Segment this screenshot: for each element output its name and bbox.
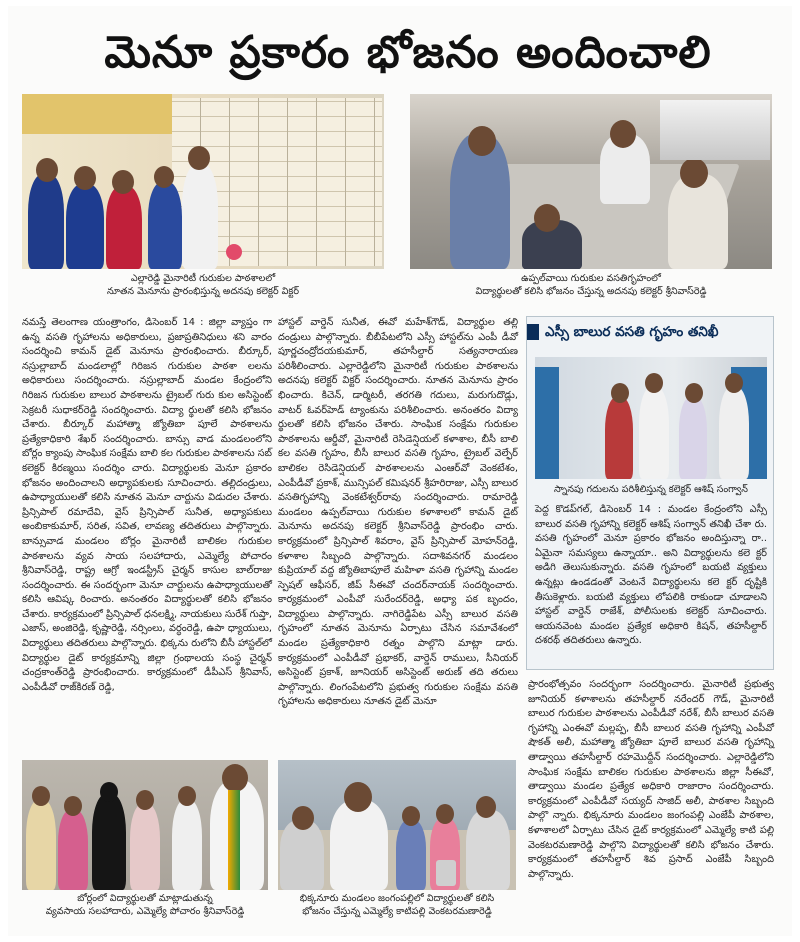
photo-caption: స్నానపు గదులను పరిశీలిస్తున్న కలెక్టర్ ఆశిష్ సంగ్వాన్ — [554, 484, 748, 495]
photo-caption: ఉప్పల్‌వాయి గురుకుల వసతిగృహంలో విద్యార్థులతో కలిసి భోజనం చేస్తున్న అదనపు కలెక్టర్ శ్రీనివాస్‌రెడ్డి — [475, 273, 707, 297]
inset-story-box — [526, 316, 774, 670]
photo-caption: బోర్లంలో విద్యార్థులతో మాట్లాడుతున్న వ్యవసాయ సలహాదారు, ఎమ్మెల్యే పోచారం శ్రీనివాస్‌రెడ్డి — [45, 893, 245, 917]
page-title: మెనూ ప్రకారం భోజనం అందించాలి — [104, 27, 712, 78]
inset-story-text: పెద్ద కొడప్‌గల్, డిసెంబర్ 14 : మండల కేంద్రంలోని ఎస్సీ బాలుర వసతి గృహాన్ని కలెక్టర్ ఆశిష్ సంగ్వాన్ తనిఖీ చేశా రు. వసతి గృహంలో మెనూ ప్రకారం భోజనం అందిస్తున్నా రా.. ఏమైనా సమస్యలు ఉన్నాయా.. అని విద్యార్థులను కలె క్టర్ అడిగి తెలుసుకున్నారు. వసతి గృహంలో బయటి వ్యక్తులు ఉన్నట్లు ఉండడంతో వెంటనే విద్యార్థులను కలె క్టర్ దృష్టికి తీసుకెళ్లారు. బయటి వ్యక్తులు లోపలికి రాకుండా చూడాలని హాస్టల్ వార్డెన్ రాజేశ్, పోలీసులకు కలెక్టర్ సూచించారు. ఆయనవెంట మండల ప్రత్యేక అధికారి కిషన్, తహసీల్దార్ దశరథ్ తదితరులు ఉన్నారు. — [535, 504, 767, 647]
box-title-flag — [527, 324, 539, 340]
photo-uppalwai-dining — [410, 94, 772, 269]
photo-caption: భిక్కనూరు మండలం జంగంపల్లిలో విద్యార్థులతో కలిసి భోజనం చేస్తున్న ఎమ్మెల్యే కాటిపల్లి వెంకటరమణారెడ్డి — [299, 893, 495, 917]
article-column-3: ప్రారంభోత్సవం సందర్భంగా సందర్శించారు. మైనారిటీ ప్రభుత్వ జూనియర్ కళాశాలను తహసీల్దార్ నరేందర్ గౌడ్, మైనారిటీ బాలుర గురుకుల పాఠశాలను ఎంపీడీవో నరేశ్, బీసీ బాలుర వసతి గృహాన్ని ఎంఈవో మల్లప్ప, బీసీ బాలుర వసతి గృహాన్ని ఎంపీవో షౌకత్ అలీ, మహాత్మా జ్యోతిబా పూలే బాలుర వసతి గృహాన్ని తాడ్వాయి తహసీల్దార్ రహమొద్దీన్ సందర్శించారు. ఎల్లారెడ్డిలోని సాంఘిక సంక్షేమ బాలికల గురుకుల పాఠశాలను జిల్లా సీఈవో, తాడ్వాయి మండల ప్రత్యేక అధికారి రాజారాం సందర్శించారు. కార్యక్రమంలో ఎంపీడీవో సయ్యద్ సాజిద్ అలీ, పాఠశాల సిబ్బంది పాల్గొ న్నారు. భిక్కనూరు మండలం జంగంపల్లి ఎంజేపీ పాఠశాల, కళాశాలలో ఏర్పాటు చేసిన డైట్ కార్యక్రమంలో ఎమ్మెల్యే కాటి పల్లి వెంకటరమణారెడ్డి పాల్గొని విద్యార్థులతో కలిసి భోజనం చేశారు. కార్యక్రమంలో తహసీల్దార్ శివ ప్రసాద్ ఎంజేపీ సిబ్బంది పాల్గొన్నారు. — [528, 679, 774, 880]
newspaper-page — [8, 6, 792, 936]
photo-borlam-visit — [22, 760, 268, 890]
photo-caption: ఎల్లారెడ్డి మైనారిటీ గురుకుల పాఠశాలలో నూతన మెనూను ప్రారంభిస్తున్న అదనపు కలెక్టర్ విక్టర్ — [106, 273, 299, 297]
photo-collector-inspection — [535, 357, 767, 479]
inset-story-title: ఎస్సీ బాలుర వసతి గృహం తనిఖీ — [545, 324, 719, 340]
photo-ellareddy-menu — [22, 94, 384, 269]
article-column-1: నమస్తే తెలంగాణ యంత్రాంగం, డిసెంబర్ 14 : జిల్లా వ్యాప్తం గా ఉన్న వసతి గృహాలను అధికారులు, ప్రజాప్రతినిధులు శని వారం సందర్శించి కామన్ డైట్ మెనూను ప్రారంభించారు. బీర్కూర్, నస్రుల్లాబాద్ మండలాల్లో గిరిజన గురుకుల పాఠశా లలను అధికారులు సందర్శించారు. నస్రుల్లాబాద్ మండల కేంద్రంలోని గిరిజన గురుకుల బాలుర పాఠశాలను ట్రైబల్ గురు కుల అసిస్టెంట్ సెక్రటరీ సుధాకర్‌రెడ్డి సందర్శించారు. విద్యా ర్థులతో కలిసి భోజనం చేశారు. బీర్కూర్ మహాత్మా జ్యోతిబా పూలే పాఠశాలను ప్రత్యేకాధికారి శేఖర్ సందర్శించారు. బాన్సు వాడ మండలంలోని బోర్లం క్యాంపు సాంఘిక సంక్షేమ బాలి కల గురుకుల పాఠశాలను సబ్ కలెక్టర్ కిరణ్మయి సందర్శిం చారు. విద్యార్థులకు మెనూ ప్రకారం భోజనం అందించాలని అధ్యాపకులకు సూచించారు. తల్లిదండ్రులు, ఉపాధ్యాయులతో కలిసి నూతన మెనూ చార్టును విడుదల చేశారు. ప్రిన్సిపాల్ రమాదేవి, వైస్ ప్రిన్సిపాల్ సునీత, అధ్యాపకులు అంబికాకుమార్, సరిత, సవిత, లావణ్య తదితరులు పాల్గొన్నారు. బాన్సువాడ మండలం బోర్లం మైనారిటీ బాలికల గురుకుల పాఠశాలను వ్యవ సాయ సలహాదారు, ఎమ్మెల్యే పోచారం శ్రీనివాస్‌రెడ్డి, రాష్ట్ర ఆగ్రో ఇండస్ట్రీస్ చైర్మన్ కాసుల బాల్‌రాజు సందర్శించారు. ఈ సందర్భంగా మెనూ చార్టులను ఉపాధ్యాయులతో కలిసి ఆవిష్క రించారు. అనంతరం విద్యార్థులతో కలిసి భోజనం చేశారు. కార్యక్రమంలో ప్రిన్సిపాల్ ధనలక్ష్మి, నాయకులు సురేశ్ గుప్తా, ఎజాస్, అంజిరెడ్డి, కృష్ణారెడ్డి, నర్సింలు, వర్ధంరెడ్డి, ఉపా ధ్యాయులు, విద్యార్థులు తదితరులు పాల్గొన్నారు. భిక్కను రులోని బీసీ హాస్టల్‌లో విద్యార్థుల డైట్ కార్యక్రమాన్ని జిల్లా గ్రంథాలయ సంస్థ చైర్మన్ చంద్రకాంత్‌రెడ్డి ప్రారంభించారు. కార్యక్రమంలో డీపీఎస్ శ్రీనివాస్, ఎంపీడీవో రాజ్‌కిరణ్ రెడ్డి, — [22, 317, 273, 693]
article-column-2: హాస్టల్ వార్డెన్ సునీత, ఈవో మహేశ్‌గౌడ్, విద్యార్థుల తల్లి దండ్రులు పాల్గొన్నారు. బీబీపేటలోని ఎస్సీ హాస్టల్‌ను ఎంపీ డీవో పూర్ణచంద్రోదయకుమార్, తహసీల్దార్ సత్యనారాయణ పరిశీలించారు. ఎల్లారెడ్డిలోని మైనారిటీ గురుకుల పాఠశాలను అదనపు కలెక్టర్ విక్టర్ సందర్శించారు. నూతన మెనూను ప్రారం భించారు. కిచెన్, డార్మిటరీ, తరగతి గదులు, మరుగుదొడ్లు, వాటర్ ఓవర్‌హెడ్ ట్యాంకును పరిశీలించారు. అనంతరం విద్యా ర్థులతో కలిసి భోజనం చేశారు. సాంఘిక సంక్షేమ గురుకుల పాఠశాలను ఆర్డీవో, మైనారిటీ రెసిడెన్షియల్ కళాశాల, బీసీ బాలి కల వసతి గృహం, బీసీ బాలుర వసతి గృహం, ట్రైబల్ వెల్ఫేర్ బాలికల రెసిడెన్షియల్ పాఠశాలలను ఎంఆర్‌వో వెంకటేశం, ఎంపీడీవో ప్రకాశ్, మున్సిపల్ కమిషనర్ శ్రీహరిరాజు, ఎస్సీ బాలుర వసతిగృహాన్ని వెంకటేశ్వర్‌రావు సందర్శించారు. రామారెడ్డి మండలం ఉప్పల్‌వాయి గురుకుల కళాశాలలో కామన్ డైట్ మెనూను అదనపు కలెక్టర్ శ్రీనివాస్‌రెడ్డి ప్రారంభిం చారు. కార్యక్రమంలో ప్రిన్సిపాల్ శివరాం, వైస్ ప్రిన్సిపాల్ మోహన్‌రెడ్డి, కళాశాల సిబ్బంది పాల్గొన్నారు. సదాశివనగర్ మండలం కుప్రియాల్ వద్ద జ్యోతిబాపూలే మహిళా వసతి గృహాన్ని మండల స్పెషల్ ఆఫీసర్, జీప్ సీఈవో చందర్‌నాయక్ సందర్శించారు. కార్యక్రమంలో ఎంపీవో సురేందర్‌రెడ్డి, అధ్యా పక బృందం, విద్యార్థులు పాల్గొన్నారు. నాగిరెడ్డిపేట ఎస్సీ బాలుర వసతి గృహంలో నూతన మెనూను ఏర్పాటు చేసిన సమావేశంలో మండల ప్రత్యేకాధికారి రత్నం పాల్గొని మాట్లా డారు. కార్యక్రమంలో ఎంపీడీవో ప్రభాకర్, వార్డెన్ రాములు, సీనియర్ అసిస్టెంట్ ప్రకాశ్, జూనియర్ అసిస్టెంట్ అరుణ్ తది తరులు పాల్గొన్నారు. లింగంపేటలోని ప్రభుత్వ గురుకుల సంక్షేమ వసతి గృహాలను అధికారులు నూతన డైట్ మెనూ — [278, 317, 518, 708]
photo-jangampalli-meal — [278, 760, 516, 890]
